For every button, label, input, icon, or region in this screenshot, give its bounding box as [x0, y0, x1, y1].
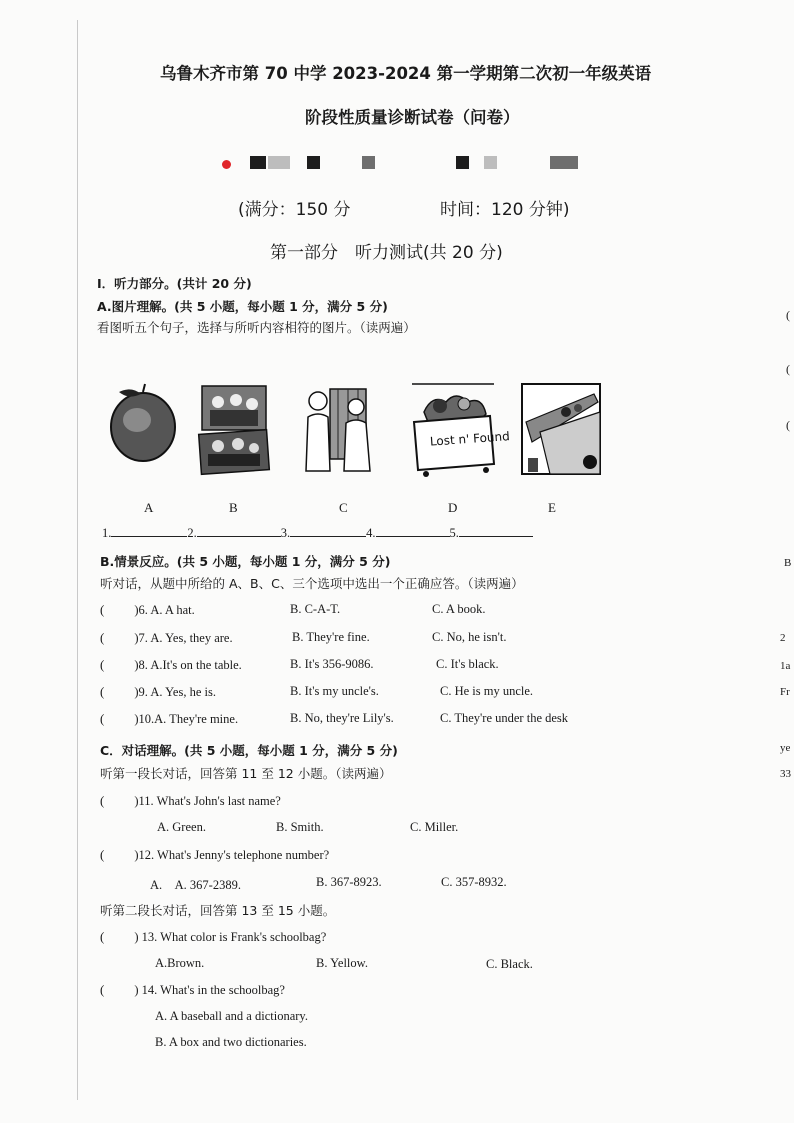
question-14: ( ) 14. What's in the schoolbag?	[100, 982, 285, 997]
picture-label-e: E	[548, 500, 556, 515]
question-9-option-c: C. He is my uncle.	[440, 684, 534, 698]
question-6-option-b: B. C-A-T.	[290, 602, 341, 616]
question-12-option-c: C. 357-8932.	[441, 875, 507, 889]
picture-label-a: A	[144, 500, 154, 515]
question-6-option-c: C. A book.	[432, 602, 486, 616]
question-13: ( ) 13. What color is Frank's schoolbag?	[100, 929, 327, 944]
question-12: ( )12. What's Jenny's telephone number?	[100, 847, 330, 862]
edge-fragment: (	[786, 362, 790, 376]
edge-fragment: B	[784, 557, 792, 569]
question-12-option-b: B. 367-8923.	[316, 875, 382, 889]
full-score-label: (满分：150 分	[238, 200, 351, 220]
answer-blank-4[interactable]	[376, 524, 450, 537]
red-dot-mark	[222, 160, 231, 169]
sectionB-title: B.情景反应。(共 5 小题，每小题 1 分，满分 5 分)	[100, 554, 391, 569]
picture-orange-icon	[103, 382, 181, 464]
question-11: ( )11. What's John's last name?	[100, 793, 281, 808]
question-8-option-c: C. It's black.	[436, 657, 499, 671]
picture-family-photos-icon	[198, 384, 272, 476]
question-10-option-c: C. They're under the desk	[440, 711, 569, 725]
question-13-option-a: A.Brown.	[155, 956, 205, 970]
question-7-option-b: B. They're fine.	[292, 630, 370, 644]
picture-label-c: C	[339, 500, 348, 515]
picture-people-talking-icon	[300, 383, 376, 475]
time-label: 时间：120 分钟)	[440, 200, 570, 220]
edge-fragment: ye	[780, 742, 791, 754]
picture-drawer-room-icon	[520, 382, 604, 478]
question-14-option-b: B. A box and two dictionaries.	[155, 1035, 307, 1049]
sectionB-instruction: 听对话，从题中所给的 A、B、C、三个选项中选出一个正确应答。（读两遍）	[100, 576, 524, 591]
question-7: ( )7. A. Yes, they are.	[100, 630, 233, 645]
edge-fragment: (	[786, 418, 790, 432]
picture-lost-and-found-box-icon	[406, 382, 511, 478]
picture-label-b: B	[229, 500, 238, 515]
question-12-option-a: A. A. 367-2389.	[150, 878, 241, 892]
question-11-option-a: A. Green.	[157, 820, 206, 834]
question-10-option-b: B. No, they're Lily's.	[290, 711, 394, 725]
question-10: ( )10.A. They're mine.	[100, 711, 239, 726]
part1-title: 第一部分 听力测试(共 20 分)	[270, 243, 503, 263]
answer-blank-5[interactable]	[459, 524, 533, 537]
answer-blank-3[interactable]	[290, 524, 366, 537]
box-label-text: Lost n' Found	[429, 429, 511, 449]
answer-blank-1[interactable]	[111, 524, 187, 537]
sectionC-title: C．对话理解。(共 5 小题，每小题 1 分，满分 5 分)	[100, 743, 398, 758]
question-7-option-c: C. No, he isn't.	[432, 630, 507, 644]
exam-title-line1: 乌鲁木齐市第 70 中学 2023-2024 第一学期第二次初一年级英语	[160, 64, 652, 83]
edge-fragment: Fr	[780, 686, 790, 698]
sectionC-instruction2: 听第二段长对话，回答第 13 至 15 小题。	[100, 903, 336, 918]
sectionA-title: A.图片理解。(共 5 小题，每小题 1 分，满分 5 分)	[97, 299, 388, 314]
answer-blanks-row: 1. 2. 3. 4. 5.	[102, 524, 533, 541]
sectionC-instruction1: 听第一段长对话，回答第 11 至 12 小题。（读两遍）	[100, 766, 392, 781]
edge-fragment: 1a	[780, 660, 791, 672]
section1-title: I．听力部分。(共计 20 分)	[97, 276, 252, 291]
question-9-option-b: B. It's my uncle's.	[290, 684, 379, 698]
answer-blank-2[interactable]	[197, 524, 281, 537]
question-13-option-c: C. Black.	[486, 957, 533, 971]
question-13-option-b: B. Yellow.	[316, 956, 368, 970]
sectionA-instruction: 看图听五个句子，选择与所听内容相符的图片。（读两遍）	[97, 320, 416, 335]
edge-fragment: (	[786, 308, 790, 322]
question-11-option-c: C. Miller.	[410, 820, 459, 834]
edge-fragment: 2	[780, 632, 786, 644]
question-8-option-b: B. It's 356-9086.	[290, 657, 374, 671]
edge-fragment: 33	[780, 768, 791, 780]
question-8: ( )8. A.It's on the table.	[100, 657, 242, 672]
exam-title-line2: 阶段性质量诊断试卷（问卷）	[305, 108, 520, 127]
question-11-option-b: B. Smith.	[276, 820, 324, 834]
question-6: ( )6. A. A hat.	[100, 602, 195, 617]
binding-margin-line	[77, 20, 78, 1100]
question-9: ( )9. A. Yes, he is.	[100, 684, 216, 699]
picture-label-d: D	[448, 500, 458, 515]
question-14-option-a: A. A baseball and a dictionary.	[155, 1009, 308, 1023]
